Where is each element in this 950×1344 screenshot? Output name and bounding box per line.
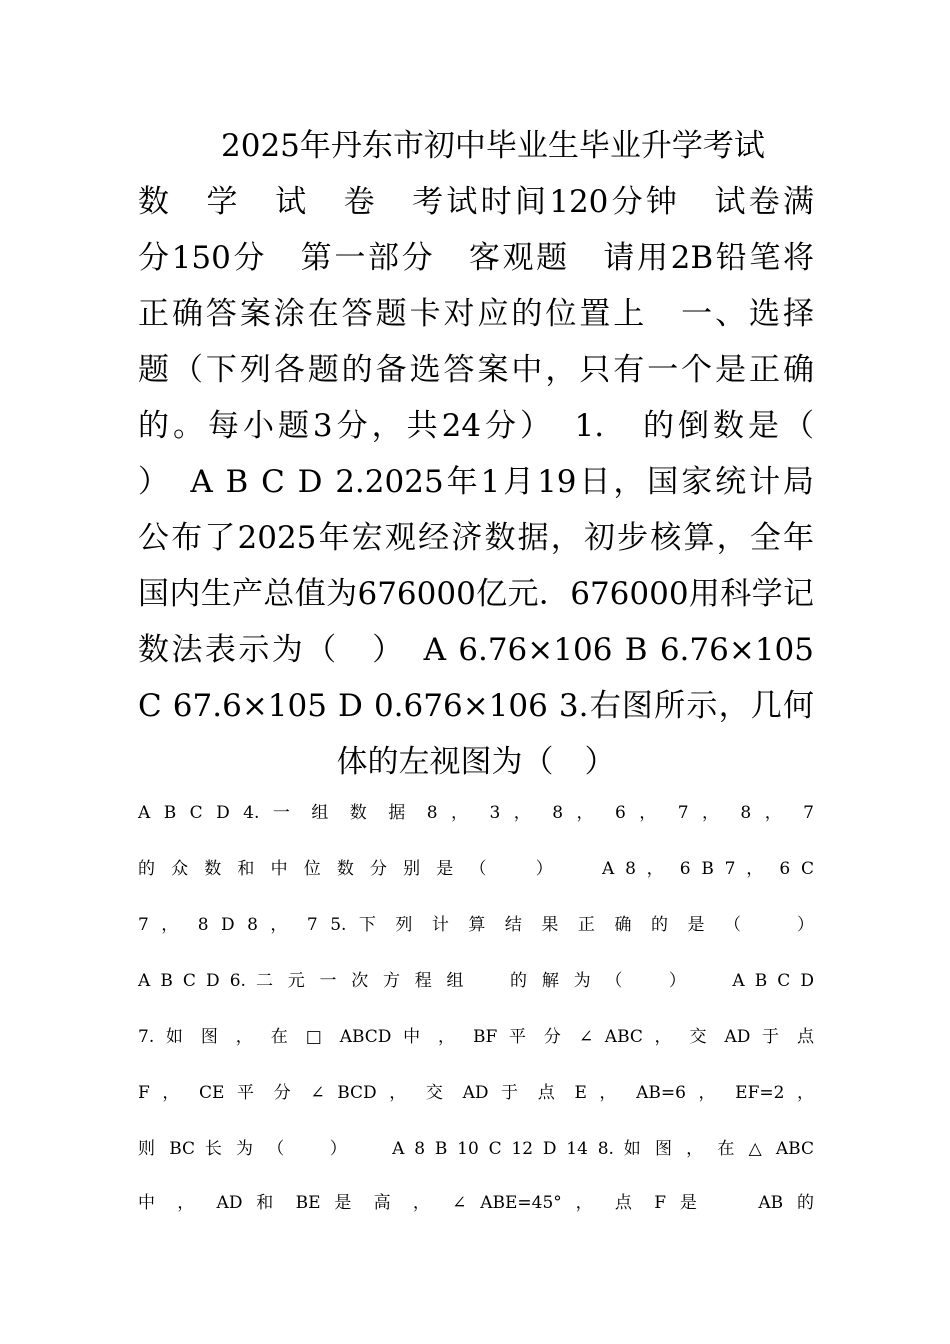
text-line: 国内生产总值为676000亿元．676000用科学记 <box>138 576 814 612</box>
small-text-line: 7 ， 8 D 8 ， 7 5. 下 列 计 算 结 果 正 确 的 是 （ ） <box>138 915 814 935</box>
small-text-line: 则 BC 长 为 （ ） A 8 B 10 C 12 D 14 8. 如 图 ， 在 △ ABC <box>138 1139 814 1159</box>
text-line: 的。每小题3分，共24分） 1. 的倒数是（ <box>138 408 814 444</box>
text-line: 公布了2025年宏观经济数据，初步核算，全年 <box>138 520 814 556</box>
text-line: 正确答案涂在答题卡对应的位置上 一、选择 <box>138 296 814 332</box>
text-line: 体的左视图为（ ） <box>336 744 616 780</box>
text-line: 题（下列各题的备选答案中，只有一个是正确 <box>138 352 814 388</box>
text-line: 分150分 第一部分 客观题 请用2B铅笔将 <box>138 240 814 276</box>
text-line: C 67.6×105 D 0.676×106 3.右图所示，几何 <box>138 688 814 724</box>
small-text-line: 的 众 数 和 中 位 数 分 别 是 （ ） A 8 ， 6 B 7 ， 6 C <box>138 859 814 879</box>
small-text-line: A B C D 4. 一 组 数 据 8 ， 3 ， 8 ， 6 ， 7 ， 8 ， 7 <box>138 803 814 823</box>
text-line: ） A B C D 2.2025年1月19日，国家统计局 <box>138 464 814 500</box>
text-line: 数 学 试 卷 考试时间120分钟 试卷满 <box>138 184 814 220</box>
small-text-line: A B C D 6. 二 元 一 次 方 程 组 的 解 为 （ ） A B C D <box>138 971 814 991</box>
small-text-line: F ， CE 平 分 ∠ BCD ， 交 AD 于 点 E ， AB=6 ， EF=2 ， <box>138 1083 814 1103</box>
text-line: 数法表示为（ ） A 6.76×106 B 6.76×105 <box>138 632 814 668</box>
small-text-line: 中 ， AD 和 BE 是 高 ， ∠ ABE=45° ， 点 F 是 AB 的 <box>138 1193 814 1213</box>
exam-title: 2025年丹东市初中毕业生毕业升学考试 <box>221 128 765 164</box>
small-text-line: 7. 如 图 ， 在 □ ABCD 中 ， BF 平 分 ∠ ABC ， 交 AD 于 点 <box>138 1027 814 1047</box>
